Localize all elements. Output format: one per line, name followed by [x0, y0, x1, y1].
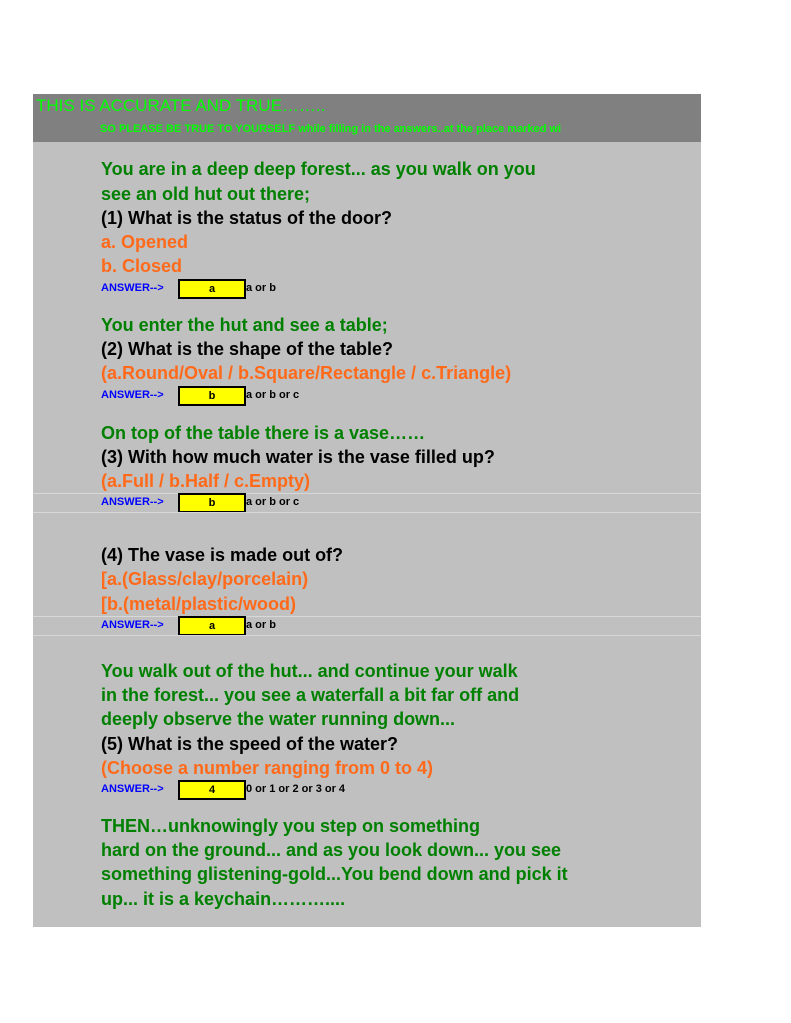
answer-label: ANSWER--> [101, 389, 164, 401]
options-2: (a.Round/Oval / b.Square/Rectangle / c.Triangle) [101, 363, 512, 383]
answer-label: ANSWER--> [101, 619, 164, 631]
story-text: hard on the ground... and as you look down... you see [101, 840, 562, 860]
option-b: [b.(metal/plastic/wood) [101, 594, 297, 614]
options-3: (a.Full / b.Half / c.Empty) [101, 471, 311, 491]
question-3: (3) With how much water is the vase filled up? [101, 447, 495, 467]
option-a: [a.(Glass/clay/porcelain) [101, 569, 309, 589]
story-text: in the forest... you see a waterfall a bit far off and [101, 685, 520, 705]
page-title: THIS IS ACCURATE AND TRUE…….. [36, 96, 326, 115]
answer-input-1[interactable]: a [178, 279, 246, 299]
row-divider [33, 635, 701, 636]
header-band [33, 94, 701, 142]
question-4: (4) The vase is made out of? [101, 545, 344, 565]
question-2: (2) What is the shape of the table? [101, 339, 394, 359]
story-text: You are in a deep deep forest... as you walk on you [101, 159, 536, 179]
row-divider [33, 493, 701, 494]
answer-input-3[interactable]: b [178, 493, 246, 513]
answer-hint: 0 or 1 or 2 or 3 or 4 [246, 783, 346, 795]
story-text: up... it is a keychain……….... [101, 889, 346, 909]
question-5: (5) What is the speed of the water? [101, 734, 399, 754]
story-text: On top of the table there is a vase…… [101, 423, 426, 443]
row-divider [33, 616, 701, 617]
answer-input-5[interactable]: 4 [178, 780, 246, 800]
story-text: deeply observe the water running down... [101, 709, 456, 729]
answer-label: ANSWER--> [101, 282, 164, 294]
option-b: b. Closed [101, 256, 183, 276]
story-text: You walk out of the hut... and continue your walk [101, 661, 518, 681]
answer-hint: a or b [246, 282, 276, 294]
story-text: something glistening-gold...You bend down and pick it [101, 864, 568, 884]
options-5: (Choose a number ranging from 0 to 4) [101, 758, 434, 778]
answer-input-4[interactable]: a [178, 616, 246, 636]
answer-hint: a or b [246, 619, 276, 631]
question-1: (1) What is the status of the door? [101, 208, 392, 228]
story-text: You enter the hut and see a table; [101, 315, 388, 335]
story-text: see an old hut out there; [101, 184, 311, 204]
story-text: THEN…unknowingly you step on something [101, 816, 481, 836]
row-divider [33, 512, 701, 513]
answer-label: ANSWER--> [101, 496, 164, 508]
answer-label: ANSWER--> [101, 783, 164, 795]
answer-hint: a or b or c [246, 496, 300, 508]
answer-input-2[interactable]: b [178, 386, 246, 406]
option-a: a. Opened [101, 232, 189, 252]
answer-hint: a or b or c [246, 389, 300, 401]
instructions-text: SO PLEASE BE TRUE TO YOURSELF while filling in the answers..at the place marked wi [100, 123, 562, 135]
